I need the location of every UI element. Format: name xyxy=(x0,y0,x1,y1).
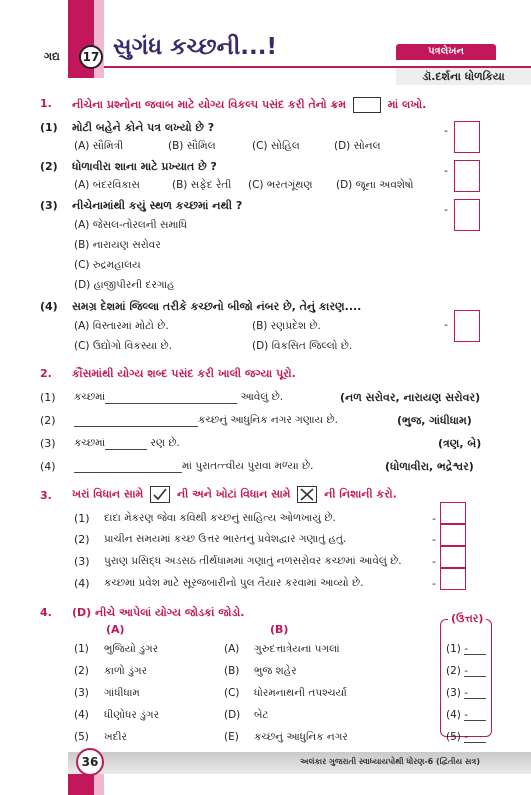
book-title: અલંકાર ગુજરાતી સ્વાધ્યાયપોથી ધોરણ-6 (દ્વિતીય સત્ર) xyxy=(300,757,480,766)
blank-suffix: આવેલું છે. xyxy=(240,391,284,403)
q1-title-a: નીચેના પ્રશ્નોના જવાબ માટે યોગ્ય વિકલ્પ પસંદ કરી તેનો ક્રમ xyxy=(72,98,347,111)
statement: દાદા મેકરણ જેવા કવિથી કચ્છનું સાહિત્ય ઓળખાયું છે. xyxy=(104,512,336,524)
q2-item-number: (1) xyxy=(40,391,56,404)
match-left-item: ખદીર xyxy=(104,731,127,743)
match-right-letter: (C) xyxy=(224,687,240,699)
match-right-letter: (D) xyxy=(224,709,241,721)
match-right-letter: (E) xyxy=(224,731,239,743)
q3-title xyxy=(72,486,397,503)
blank-line[interactable] xyxy=(74,472,182,473)
match-right-item: ધોરમનાથની તપશ્ચર્યા xyxy=(254,687,347,699)
option[interactable]: (B) સફેદ રેતી xyxy=(172,179,232,191)
match-right-letter: (A) xyxy=(224,643,240,655)
answer-slot[interactable]: (3) - xyxy=(446,687,468,699)
answer-line[interactable] xyxy=(464,720,486,721)
answer-box[interactable] xyxy=(454,310,480,342)
q1-item-number: (1) xyxy=(40,121,58,134)
fill-blank-row xyxy=(74,391,283,404)
answer-box[interactable] xyxy=(440,524,466,546)
dash: - xyxy=(432,555,436,568)
option[interactable]: (C) ભરતગૂંથણ xyxy=(248,179,313,191)
q3-title-c: ની નિશાની કરો. xyxy=(324,487,397,501)
q3-item-number: (2) xyxy=(74,533,90,546)
q1-title-b: માં લખો. xyxy=(387,98,427,111)
statement: પ્રાચીન સમયમાં કચ્છ ઉત્તર ભારતનું પ્રવેશદ્વાર ગણાતું હતું. xyxy=(104,533,347,545)
footer-strip xyxy=(68,774,94,795)
q2-item-number: (4) xyxy=(40,460,56,473)
q1-question: નીચેનામાંથી કયું સ્થળ કચ્છમાં નથી ? xyxy=(72,199,243,212)
q1-question: સમગ્ર દેશમાં જિલ્લા તરીકે કચ્છનો બીજો નંબર છે, તેનું કારણ.... xyxy=(72,300,362,313)
option[interactable]: (A) સૌમિત્રી xyxy=(74,140,124,152)
lesson-number: 17 xyxy=(79,45,103,69)
answer-box[interactable] xyxy=(454,121,480,153)
option[interactable]: (D) સોનલ xyxy=(334,140,381,152)
q1-question: મોટી બહેને કોને પત્ર લખ્યો છે ? xyxy=(72,121,215,134)
answer-box[interactable] xyxy=(440,546,466,568)
match-left-number: (5) xyxy=(74,731,89,743)
answer-box[interactable] xyxy=(440,502,466,524)
option[interactable]: (B) નારાયણ સરોવર xyxy=(74,239,161,251)
hint-words: (નળ સરોવર, નારાયણ સરોવર) xyxy=(340,391,481,404)
check-mark-icon xyxy=(150,486,170,503)
fill-blank-row xyxy=(74,414,338,427)
blank-suffix: માં પુરાતત્ત્વીય પુરાવા મળ્યા છે. xyxy=(182,460,314,472)
answer-slot[interactable]: (1) - xyxy=(446,643,468,655)
hint-words: (ત્રણ, બે) xyxy=(438,437,482,450)
blank-line[interactable] xyxy=(74,426,198,427)
column-a-header: (A) xyxy=(106,623,125,636)
match-right-item: બેટ xyxy=(254,709,269,721)
match-left-item: ભુજિયો ડુંગર xyxy=(104,643,159,655)
answer-line[interactable] xyxy=(464,698,486,699)
option[interactable]: (A) બંદરવિકાસ xyxy=(74,179,140,191)
dash: - xyxy=(444,318,448,331)
blank-line[interactable] xyxy=(105,403,237,404)
option[interactable]: (B) રણપ્રદેશ છે. xyxy=(252,320,321,332)
q1-question: ધોળાવીરા શાના માટે પ્રખ્યાત છે ? xyxy=(72,160,217,173)
option[interactable]: (A) વિસ્તારમાં મોટો છે. xyxy=(74,320,169,332)
author-name: ડૉ.દર્શના ધોળકિયા xyxy=(396,68,531,85)
dash: - xyxy=(444,124,448,137)
statement: પુરાણ પ્રસિદ્ધ અડસઠ તીર્થધામમાં ગણાતું નળસરોવર કચ્છમાં આવેલું છે. xyxy=(104,555,402,567)
match-left-number: (1) xyxy=(74,643,89,655)
q1-item-number: (2) xyxy=(40,160,58,173)
answer-slot[interactable]: (5) - xyxy=(446,731,468,743)
option[interactable]: (D) જૂના અવશેષો xyxy=(336,179,414,191)
q2-item-number: (2) xyxy=(40,414,56,427)
q1-title xyxy=(72,97,426,113)
option[interactable]: (C) રુદ્રમહાલય xyxy=(74,259,141,271)
section-label: ગદ્ય xyxy=(44,50,60,63)
footer-strip-light xyxy=(94,774,104,795)
match-left-number: (3) xyxy=(74,687,89,699)
q3-title-b: ની અને ખોટાં વિધાન સામે xyxy=(176,487,291,501)
dash: - xyxy=(432,577,436,590)
blank-prefix: કચ્છમાં xyxy=(74,437,106,449)
lesson-title: સુગંધ કચ્છની...! xyxy=(113,34,277,60)
q2-title: કૌંસમાંથી યોગ્ય શબ્દ પસંદ કરી ખાલી જગ્યા પૂરો. xyxy=(72,367,296,380)
option[interactable]: (D) વિકસિત જિલ્લો છે. xyxy=(252,340,353,352)
match-right-item: ભુજ શહેર xyxy=(254,665,297,677)
cross-mark-icon xyxy=(297,486,317,503)
match-left-number: (2) xyxy=(74,665,89,677)
dash: - xyxy=(432,512,436,525)
instruction-box xyxy=(353,97,381,113)
match-left-item: ગાંધીધામ xyxy=(104,687,140,699)
match-left-item: ધીણોધર ડુંગર xyxy=(104,709,160,721)
option[interactable]: (A) જેસલ-તોરલની સમાધિ xyxy=(74,219,188,231)
answer-box[interactable] xyxy=(454,199,480,231)
q3-number: 3. xyxy=(40,489,52,502)
blank-line[interactable] xyxy=(105,449,147,450)
page-header xyxy=(0,0,531,78)
blank-suffix: કચ્છનું આધુનિક નગર ગણાય છે. xyxy=(198,414,338,426)
match-left-number: (4) xyxy=(74,709,89,721)
q1-item-number: (3) xyxy=(40,199,58,212)
answer-slot[interactable]: (2) - xyxy=(446,665,468,677)
option[interactable]: (C) ઉદ્યોગો વિકસ્યા છે. xyxy=(74,340,172,352)
q3-item-number: (4) xyxy=(74,577,90,590)
blank-prefix: કચ્છમાં xyxy=(74,391,106,403)
option[interactable]: (C) સોહિલ xyxy=(252,140,300,152)
answer-box[interactable] xyxy=(440,568,466,590)
dash: - xyxy=(432,533,436,546)
page-number: 36 xyxy=(76,748,104,776)
fill-blank-row xyxy=(74,460,314,473)
answer-line[interactable] xyxy=(464,742,486,743)
answer-line[interactable] xyxy=(464,654,486,655)
dash: - xyxy=(444,203,448,216)
hint-words: (ધોળાવીરા, ભદ્રેશ્વર) xyxy=(385,460,474,473)
q2-item-number: (3) xyxy=(40,437,56,450)
answer-line[interactable] xyxy=(464,676,486,677)
q2-number: 2. xyxy=(40,367,52,380)
hint-words: (ભુજ, ગાંધીધામ) xyxy=(397,414,472,427)
q3-title-a: ખરાં વિધાન સામે xyxy=(72,487,144,501)
blank-suffix: રણ છે. xyxy=(150,437,180,449)
answer-panel-title: (ઉત્તર) xyxy=(448,612,486,626)
option[interactable]: (B) સૌમિલ xyxy=(168,140,216,152)
q1-item-number: (4) xyxy=(40,300,58,313)
fill-blank-row xyxy=(74,437,180,450)
match-right-item: કચ્છનું આધુનિક નગર xyxy=(254,731,348,743)
dash: - xyxy=(444,164,448,177)
q1-number: 1. xyxy=(40,97,52,110)
option[interactable]: (D) હાજીપીરની દરગાહ xyxy=(74,279,175,291)
match-left-item: કાળો ડુંગર xyxy=(104,665,147,677)
q4-title: (D) નીચે આપેલાં યોગ્ય જોડકાં જોડો. xyxy=(72,606,245,619)
q4-number: 4. xyxy=(40,606,52,619)
q3-item-number: (1) xyxy=(74,512,90,525)
answer-slot[interactable]: (4) - xyxy=(446,709,468,721)
match-right-letter: (B) xyxy=(224,665,240,677)
match-right-item: ગુરુદત્તાત્રેયનાં પગલાં xyxy=(254,643,340,655)
answer-box[interactable] xyxy=(454,160,480,192)
q3-item-number: (3) xyxy=(74,555,90,568)
genre-tag: પત્રલેખન xyxy=(396,44,496,60)
column-b-header: (B) xyxy=(270,623,289,636)
statement: કચ્છમાં પ્રવેશ માટે સૂરજબારીનો પુલ તૈયાર કરવામાં આવ્યો છે. xyxy=(104,577,364,589)
